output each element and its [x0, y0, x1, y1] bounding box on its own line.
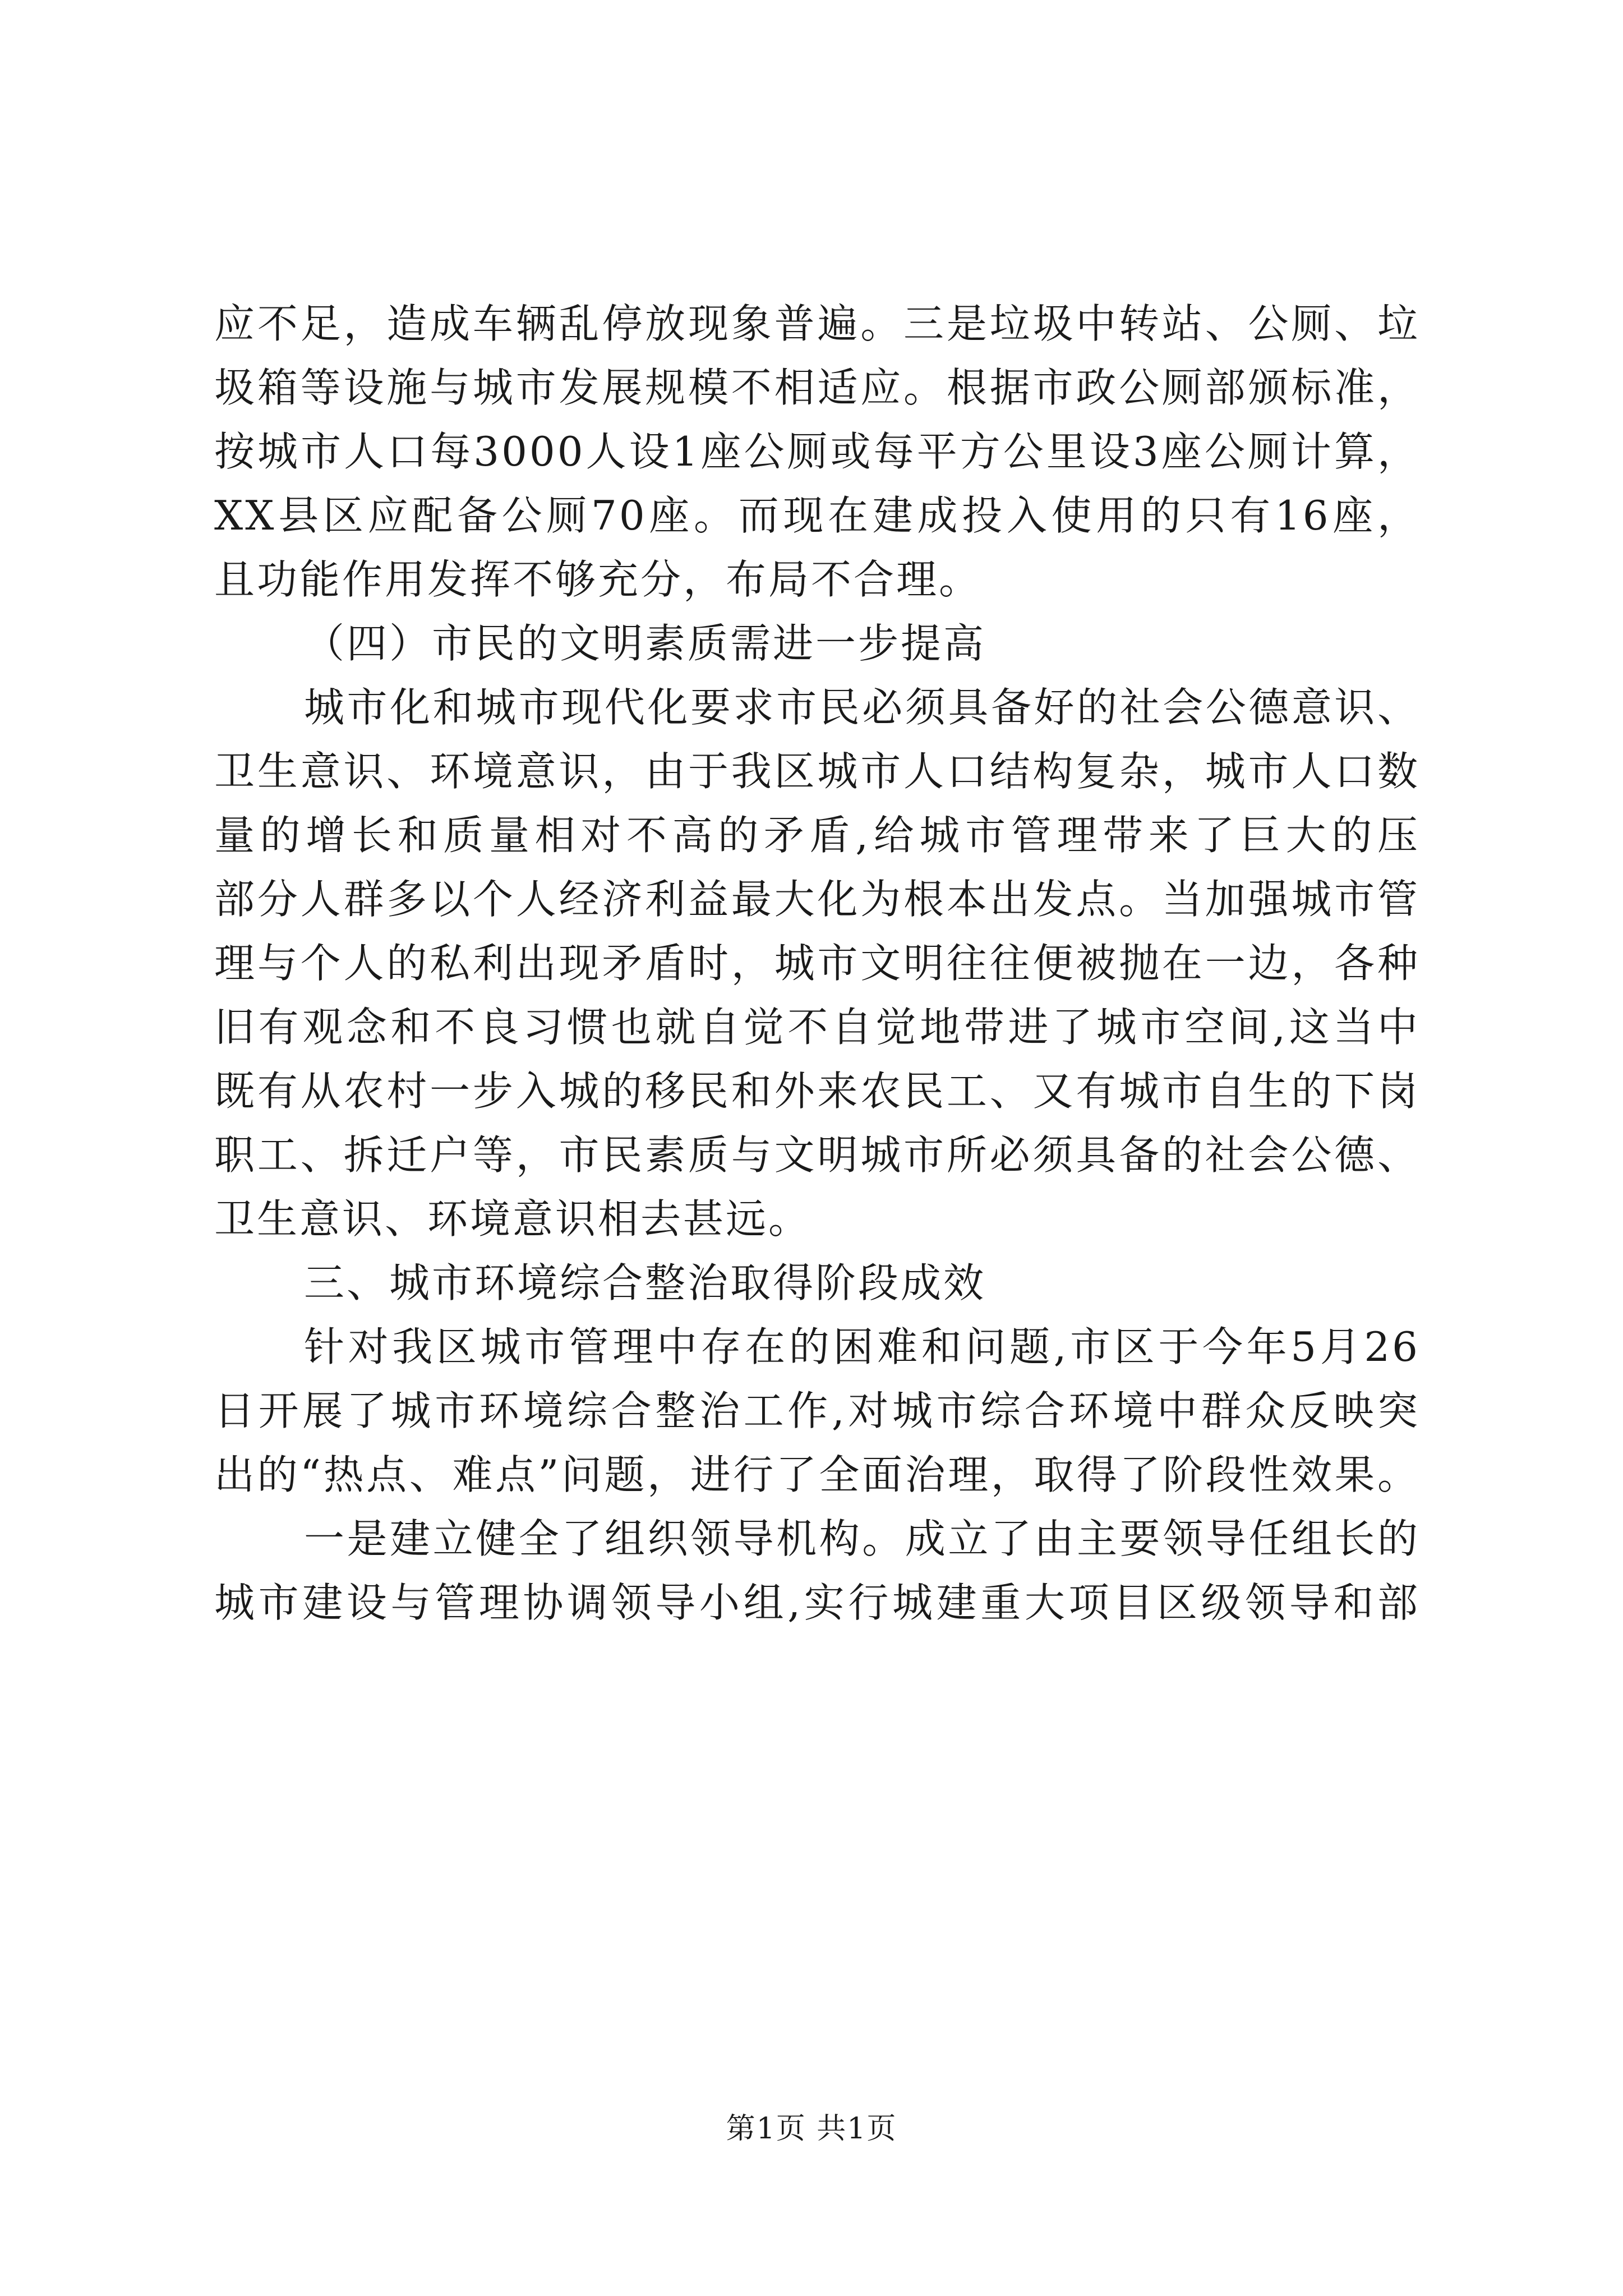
document-body — [214, 292, 1420, 1635]
page-number-label: 第1页 共1页 — [726, 2112, 897, 2146]
text-line: 针对我区城市管理中存在的困难和问题,市区于今年5月26 — [304, 1323, 1420, 1370]
section-heading: 三、城市环境综合整治取得阶段成效 — [304, 1259, 986, 1306]
text-line: 日开展了城市环境综合整治工作,对城市综合环境中群众反映突 — [214, 1387, 1420, 1434]
text-line: 旧有观念和不良习惯也就自觉不自觉地带进了城市空间,这当中 — [214, 1004, 1420, 1051]
text-line: 部分人群多以个人经济利益最大化为根本出发点。当加强城市管 — [214, 876, 1420, 923]
text-line: 既有从农村一步入城的移民和外来农民工、又有城市自生的下岗 — [214, 1068, 1420, 1115]
text-line: 量的增长和质量相对不高的矛盾,给城市管理带来了巨大的压 — [214, 812, 1420, 859]
text-line: 出的“热点、难点”问题，进行了全面治理，取得了阶段性效果。 — [214, 1451, 1420, 1498]
text-line: 一是建立健全了组织领导机构。成立了由主要领导任组长的 — [304, 1515, 1420, 1562]
text-line: 且功能作用发挥不够充分，布局不合理。 — [214, 556, 982, 603]
text-line: 城市化和城市现代化要求市民必须具备好的社会公德意识、 — [304, 684, 1420, 731]
text-line: 卫生意识、环境意识相去甚远。 — [214, 1195, 811, 1243]
page-footer — [0, 2105, 1623, 2147]
text-line: 圾箱等设施与城市发展规模不相适应。根据市政公厕部颁标准， — [214, 364, 1420, 411]
text-line: 卫生意识、环境意识，由于我区城市人口结构复杂，城市人口数 — [214, 748, 1420, 795]
section-heading: （四）市民的文明素质需进一步提高 — [304, 620, 986, 667]
text-line: 应不足，造成车辆乱停放现象普遍。三是垃圾中转站、公厕、垃 — [214, 300, 1420, 347]
text-line: XX县区应配备公厕70座。而现在建成投入使用的只有16座， — [214, 492, 1420, 539]
text-line: 理与个人的私利出现矛盾时，城市文明往往便被抛在一边，各种 — [214, 940, 1420, 987]
text-line: 城市建设与管理协调领导小组,实行城建重大项目区级领导和部 — [214, 1579, 1420, 1626]
text-line: 职工、拆迁户等，市民素质与文明城市所必须具备的社会公德、 — [214, 1131, 1420, 1179]
text-line: 按城市人口每3000人设1座公厕或每平方公里设3座公厕计算， — [214, 428, 1420, 475]
